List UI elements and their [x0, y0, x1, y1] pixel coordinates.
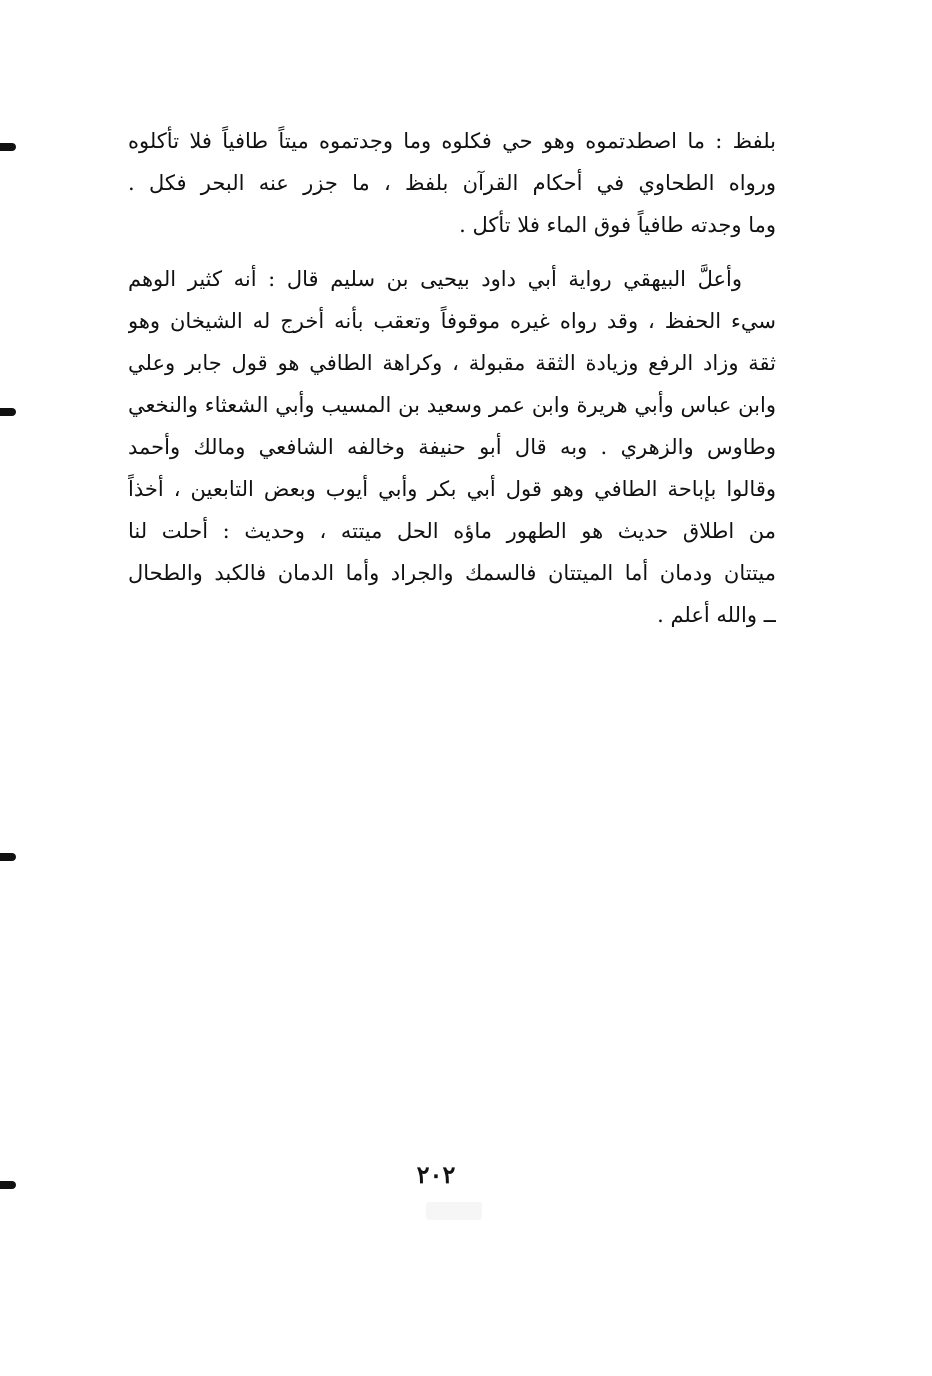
text-line: ميتتان ودمان أما الميتتان فالسمك والجراد وأما الدمان فالكبد والطحال — [128, 561, 776, 585]
text-line: ــ والله أعلم . — [657, 603, 776, 627]
margin-binding-mark — [0, 1181, 16, 1189]
page-number: ٢٠٢ — [416, 1160, 456, 1189]
margin-binding-mark — [0, 853, 16, 861]
text-line: ثقة وزاد الرفع وزيادة الثقة مقبولة ، وكراهة الطافي هو قول جابر وعلي — [128, 351, 776, 375]
paragraph-2 — [128, 258, 776, 636]
text-line: ورواه الطحاوي في أحكام القرآن بلفظ ، ما جزر عنه البحر فكل . — [128, 171, 776, 195]
paragraph-1 — [128, 120, 776, 246]
text-line: وأعلَّ البيهقي رواية أبي داود بيحيى بن سليم قال : أنه كثير الوهم — [128, 267, 742, 291]
text-line: وطاوس والزهري . وبه قال أبو حنيفة وخالفه الشافعي ومالك وأحمد — [128, 435, 776, 459]
text-line: وما وجدته طافياً فوق الماء فلا تأكل . — [459, 213, 776, 237]
faint-library-stamp — [426, 1202, 482, 1220]
text-line: سيء الحفظ ، وقد رواه غيره موقوفاً وتعقب بأنه أخرج له الشيخان وهو — [128, 309, 776, 333]
text-line: بلفظ : ما اصطدتموه وهو حي فكلوه وما وجدتموه ميتاً طافياً فلا تأكلوه — [128, 129, 776, 153]
text-line: وقالوا بإباحة الطافي وهو قول أبي بكر وأبي أيوب وبعض التابعين ، أخذاً — [128, 477, 776, 501]
text-line: من اطلاق حديث هو الطهور ماؤه الحل ميتته ، وحديث : أحلت لنا — [128, 519, 776, 543]
margin-binding-mark — [0, 408, 16, 416]
margin-binding-mark — [0, 143, 16, 151]
text-line: وابن عباس وأبي هريرة وابن عمر وسعيد بن المسيب وأبي الشعثاء والنخعي — [128, 393, 776, 417]
